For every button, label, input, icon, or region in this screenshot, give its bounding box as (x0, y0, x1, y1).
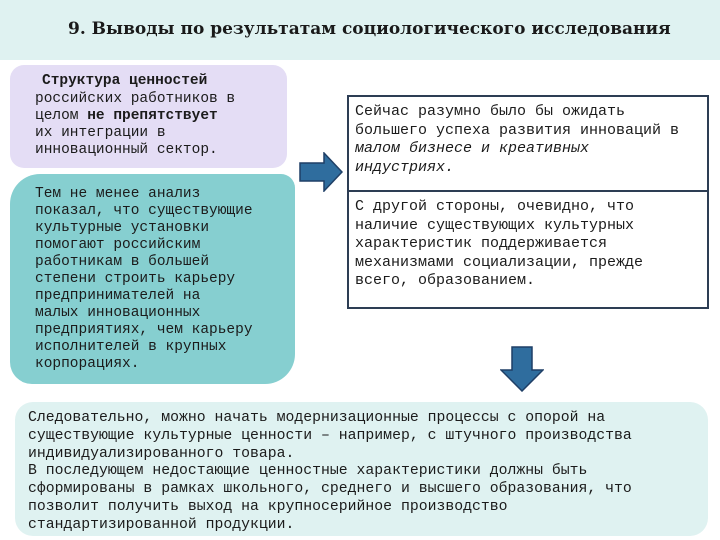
expectation-body (355, 103, 679, 177)
values-structure-box (10, 65, 287, 168)
analysis-line: исполнителей в крупных (35, 339, 227, 355)
analysis-line: помогают российским (35, 237, 201, 253)
analysis-line: показал, что существующие (35, 203, 253, 219)
analysis-line: корпорациях. (35, 356, 140, 372)
conclusion-line: В последующем недостающие ценностные характеристики должны быть (28, 463, 588, 480)
analysis-line: степени строить карьеру (35, 271, 236, 287)
conclusion-line: позволит получить выход на крупносерийное производство (28, 498, 508, 515)
values-line: российских работников в (35, 91, 236, 107)
expectation-box (347, 95, 709, 192)
right-arrow-icon (299, 152, 343, 192)
conclusion-line: индивидуализированного товара. (28, 445, 295, 462)
title-bar (0, 0, 720, 60)
values-body (35, 91, 235, 159)
socialization-line: механизмами социализации, прежде (355, 253, 644, 271)
socialization-body (355, 198, 643, 291)
down-arrow-icon (500, 346, 544, 392)
socialization-line: всего, образованием. (355, 272, 536, 289)
expectation-line-emphasis: индустриях. (355, 158, 455, 176)
conclusion-box (15, 402, 708, 536)
analysis-line: Тем не менее анализ (35, 186, 201, 202)
expectation-line: Сейчас разумно было бы ожидать (355, 103, 626, 120)
values-emphasis: не препятствует (87, 108, 218, 124)
socialization-line: характеристик поддерживается (355, 235, 608, 252)
analysis-line: малых инновационных (35, 305, 201, 321)
conclusion-body (28, 410, 632, 535)
values-heading: Структура ценностей (42, 73, 208, 89)
values-line: их интеграции в (35, 125, 166, 141)
socialization-line: С другой стороны, очевидно, что (355, 198, 635, 215)
analysis-body (35, 186, 253, 373)
conclusion-line: Следовательно, можно начать модернизационные процессы с опорой на (28, 410, 606, 426)
conclusion-line: существующие культурные ценности – например, с штучного производства (28, 427, 632, 444)
analysis-box (10, 174, 295, 384)
socialization-box (347, 192, 709, 309)
analysis-line: культурные установки (35, 220, 210, 236)
values-line (35, 108, 235, 125)
conclusion-line: стандартизированной продукции. (28, 516, 295, 533)
conclusion-line: сформированы в рамках школьного, среднего и высшего образования, что (28, 481, 632, 498)
slide-title: 9. Выводы по результатам социологического исследования (68, 19, 671, 39)
socialization-line: наличие существующих культурных (355, 216, 635, 234)
values-line-text: целом (35, 108, 88, 124)
expectation-line-emphasis: малом бизнесе и креативных (355, 140, 590, 157)
analysis-line: предприятиях, чем карьеру (35, 322, 253, 338)
values-line: инновационный сектор. (35, 142, 218, 158)
analysis-line: предпринимателей на (35, 288, 201, 304)
analysis-line: работникам в большей (35, 254, 210, 270)
expectation-line: большего успеха развития инноваций в (355, 121, 680, 139)
